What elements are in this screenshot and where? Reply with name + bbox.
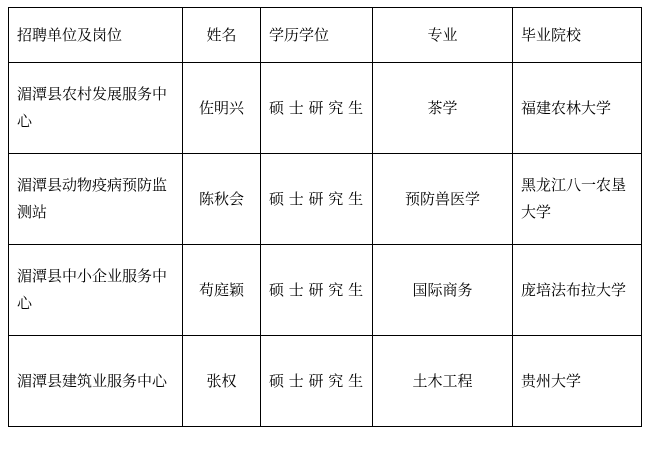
cell-school: [513, 245, 642, 336]
cell-name: [183, 154, 261, 245]
table-row: [9, 336, 642, 427]
cell-school: [513, 63, 642, 154]
cell-degree: [261, 63, 373, 154]
cell-major: [373, 154, 513, 245]
cell-major-text: 茶学: [427, 98, 458, 117]
table-row: [9, 154, 642, 245]
table-header-row: [9, 8, 642, 63]
cell-school-text: 福建农林大学: [521, 98, 612, 117]
cell-unit: [9, 63, 183, 154]
cell-name: [183, 245, 261, 336]
cell-degree: [261, 245, 373, 336]
cell-degree: [261, 154, 373, 245]
cell-degree: [261, 336, 373, 427]
cell-major-text: 国际商务: [412, 280, 473, 299]
cell-school-text: 黑龙江八一农垦大学: [521, 176, 627, 221]
cell-school-text: 贵州大学: [521, 371, 582, 390]
cell-degree-text: 硕 士 研 究 生: [269, 98, 364, 117]
cell-unit: [9, 245, 183, 336]
document-page: [0, 7, 649, 451]
column-header-name: [183, 8, 261, 63]
cell-degree-text: 硕 士 研 究 生: [269, 280, 364, 299]
recruitment-results-table: [8, 7, 642, 427]
column-header-school: [513, 8, 642, 63]
column-header-unit-label: 招聘单位及岗位: [17, 25, 123, 44]
cell-unit: [9, 336, 183, 427]
cell-major-text: 土木工程: [412, 371, 473, 390]
cell-major: [373, 336, 513, 427]
cell-unit-text: 湄潭县农村发展服务中心: [17, 85, 168, 130]
table-row: [9, 245, 642, 336]
column-header-unit: [9, 8, 183, 63]
table-row: [9, 63, 642, 154]
column-header-degree-label: 学历学位: [269, 25, 330, 44]
cell-school: [513, 154, 642, 245]
column-header-degree: [261, 8, 373, 63]
cell-name: [183, 63, 261, 154]
column-header-name-label: 姓名: [206, 25, 237, 44]
cell-name-text: 苟庭颖: [198, 280, 244, 299]
cell-unit-text: 湄潭县建筑业服务中心: [17, 371, 168, 390]
cell-degree-text: 硕 士 研 究 生: [269, 371, 364, 390]
cell-unit-text: 湄潭县中小企业服务中心: [17, 267, 168, 312]
cell-name: [183, 336, 261, 427]
cell-unit-text: 湄潭县动物疫病预防监测站: [17, 176, 168, 221]
cell-major: [373, 245, 513, 336]
column-header-school-label: 毕业院校: [521, 25, 582, 44]
cell-degree-text: 硕 士 研 究 生: [269, 189, 364, 208]
cell-name-text: 陈秋会: [198, 189, 244, 208]
cell-major: [373, 63, 513, 154]
cell-major-text: 预防兽医学: [404, 189, 480, 208]
cell-name-text: 张权: [206, 371, 237, 390]
cell-school-text: 庞培法布拉大学: [521, 280, 627, 299]
cell-name-text: 佐明兴: [198, 98, 244, 117]
cell-unit: [9, 154, 183, 245]
cell-school: [513, 336, 642, 427]
column-header-major-label: 专业: [427, 25, 458, 44]
column-header-major: [373, 8, 513, 63]
